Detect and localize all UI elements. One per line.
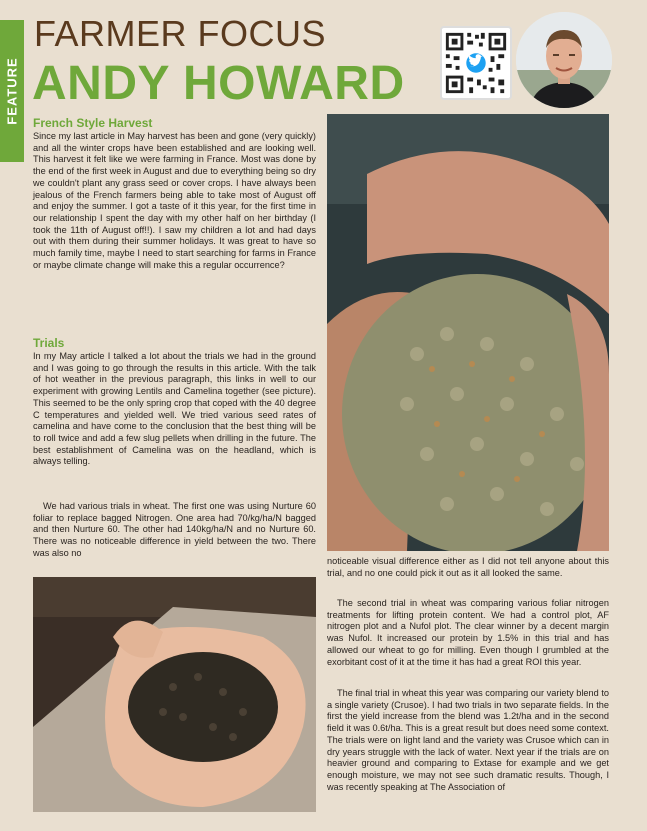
- author-avatar: [516, 12, 612, 108]
- seed-hand-illustration: [327, 114, 609, 551]
- qr-code-icon[interactable]: [440, 26, 512, 100]
- author-name: ANDY HOWARD: [32, 57, 405, 110]
- right-body-3: The final trial in wheat this year was comparing our variety blend to a single variety (Crusoe). I had two trials in two separate fields. In the first the yield increase from the blend was 1.2t/ha and in the second field it was 0.6t/ha. This is a great result but does need some context. The trials were on light land and the variety was Crusoe which can in dry years struggle with the lack of water. Next year if the trials are on heavier ground and comparing to Extase for example and we get enough moisture, we may not see such dramatic results. Though, I was recently speaking at The Association of: [327, 688, 609, 792]
- trials-body-1: In my May article I talked a lot about the trials we had in the ground and I was going to go through the results in this article. With the talk of hot weather in the previous paragraph, this links in well to our experiment with growing Lentils and Camelina together (see picture). This seemed to be the only spring crop that coped with the 40 degree C temperatures and yielded well. We tried various seed rates of camelina and have come to the conclusion that the best thing will be to roll twice and add a few slug pellets when drilling in the future. The best establishment of Camelina was on the headland, which is always telling.: [33, 351, 316, 467]
- granule-hand-illustration: [33, 577, 316, 812]
- trials-body-2: We had various trials in wheat. The first one was using Nurture 60 foliar to replace bagged Nitrogen. One area had 70/kg/ha/N bagged and then Nurture 60. The other had 140kg/ha/N and no Nurture 60. There was no noticeable difference in yield between the two. There was also no: [33, 501, 316, 558]
- section-kicker: FARMER FOCUS: [34, 13, 327, 54]
- right-body-2: The second trial in wheat was comparing various foliar nitrogen treatments for lifting protein content. We had a control plot, AF nitrogen plot and a Nufol plot. The clear winner by a decent margin was Nufol. It increased our protein by 1.5% in this trial and has allowed our wheat to go for milling. Even though I grumbled at the exorbitant cost of it at the time it has had a great ROI this year.: [327, 598, 609, 667]
- seed-photo: [327, 114, 609, 551]
- granule-photo: [33, 577, 316, 812]
- qr-code-graphic: [442, 28, 510, 98]
- harvest-heading: French Style Harvest: [33, 116, 153, 130]
- trials-heading: Trials: [33, 336, 65, 350]
- harvest-body: Since my last article in May harvest has been and gone (very quickly) and all the winter crops have been established and are looking well. This harvest it felt like we were farming in France. Most was done by the end of the first week in August and due to everything being so dry we couldn't plant any grass seed or cover crops. I have always been jealous of the French farmers being able to take most of August off and enjoy the summer. I got a taste of it this year, for the first time in our relationship I spent the day with my other half on her birthday (I took the 11th of August off!!). I saw my children a lot and had days out with them during their summer holidays. It was great to have so much family time, maybe I need to start searching for farms in France or maybe climate change will make this a regular occurrence?: [33, 131, 316, 270]
- feature-tab-label: FEATURE: [4, 57, 20, 125]
- feature-tab: [0, 20, 24, 162]
- right-body-1: noticeable visual difference either as I did not tell anyone about this trial, and no one could pick it out as it all looked the same.: [327, 556, 609, 578]
- author-portrait: [516, 12, 612, 108]
